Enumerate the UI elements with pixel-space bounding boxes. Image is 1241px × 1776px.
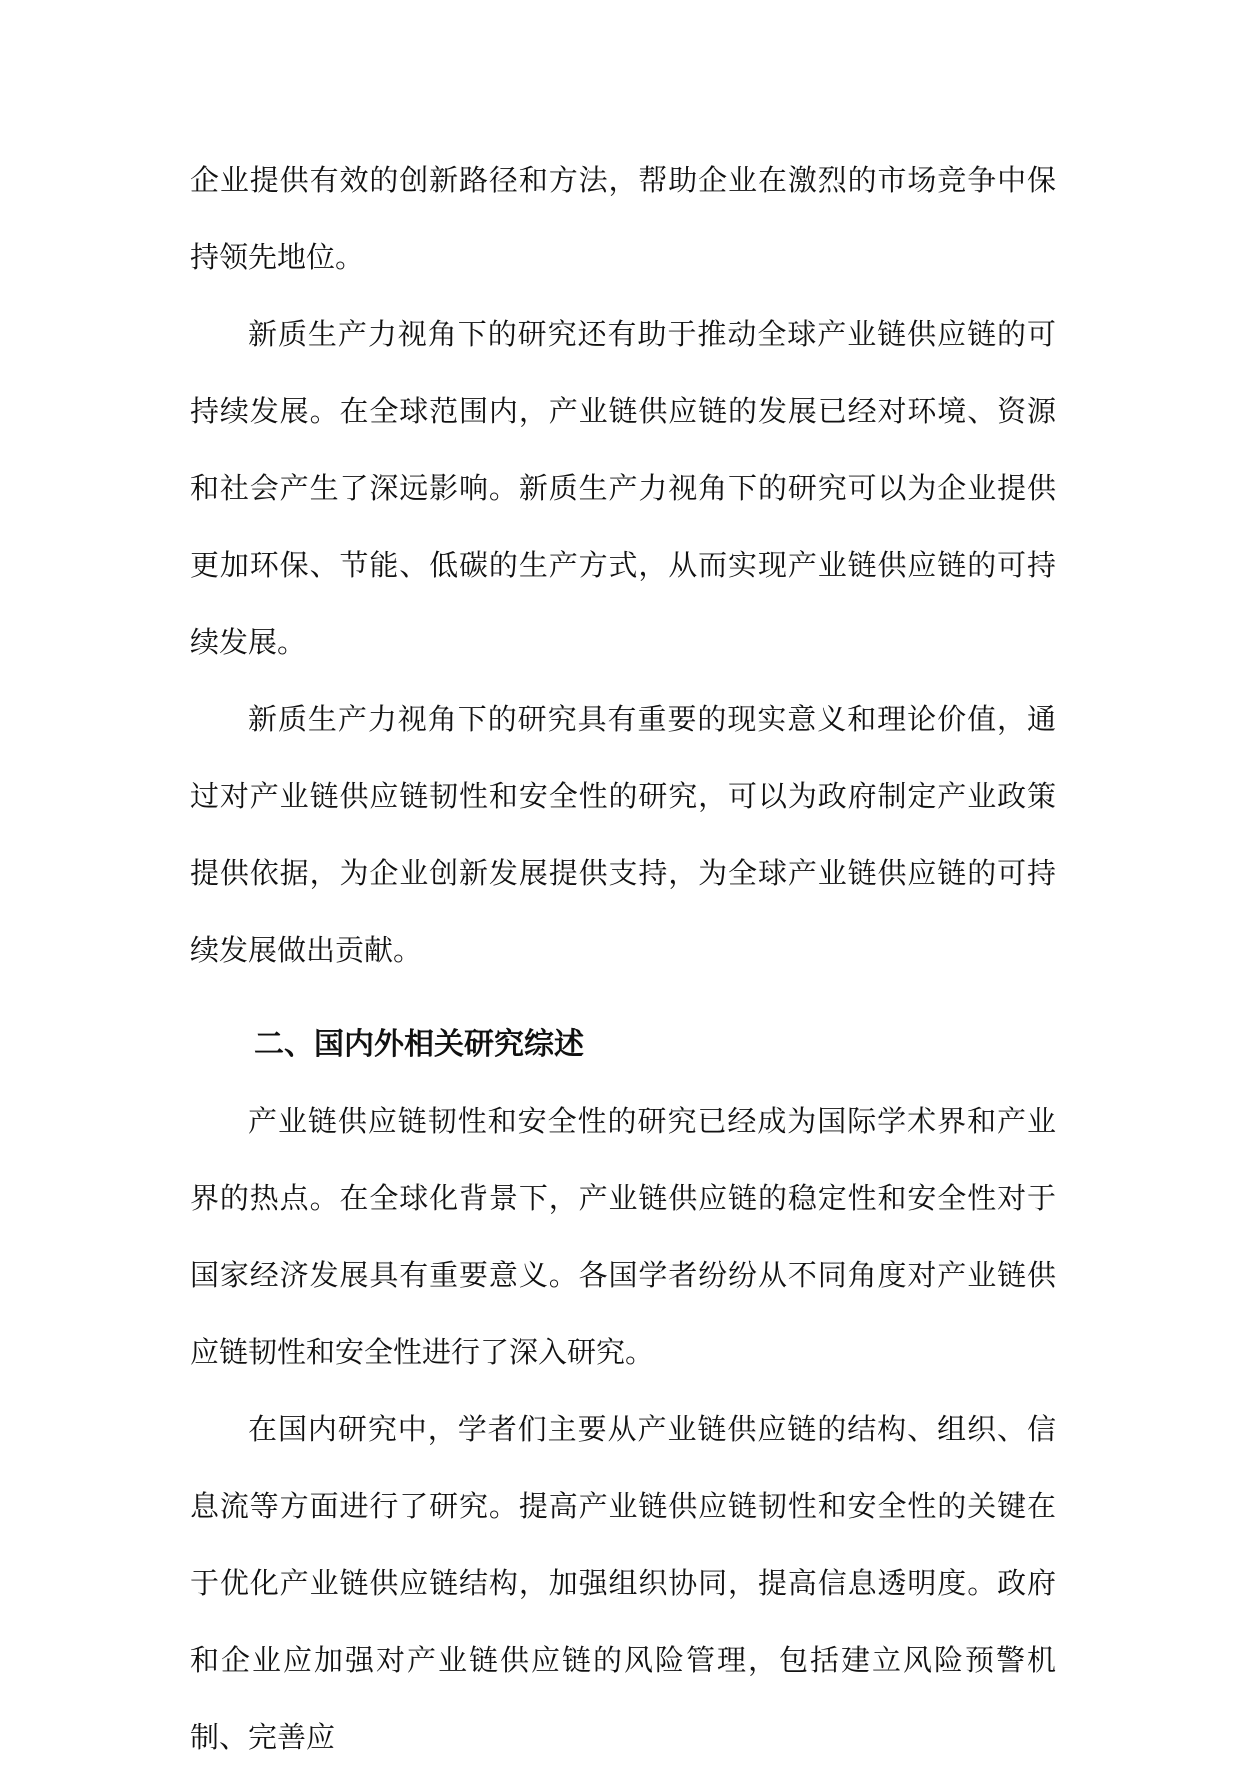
document-body	[190, 142, 1056, 1776]
section-heading: 二、国内外相关研究综述	[254, 1027, 584, 1062]
paragraph-domestic-research: 在国内研究中，学者们主要从产业链供应链的结构、组织、信息流等方面进行了研究。提高产业链供应链韧性和安全性的关键在于优化产业链供应链结构，加强组织协同，提高信息透明度。政府和企业应加强对产业链供应链的风险管理，包括建立风险预警机制、完善应	[190, 1412, 1056, 1754]
paragraph-sustainability: 新质生产力视角下的研究还有助于推动全球产业链供应链的可持续发展。在全球范围内，产业链供应链的发展已经对环境、资源和社会产生了深远影响。新质生产力视角下的研究可以为企业提供更加环保、节能、低碳的生产方式，从而实现产业链供应链的可持续发展。	[190, 317, 1056, 659]
paragraph-research-hotspot: 产业链供应链韧性和安全性的研究已经成为国际学术界和产业界的热点。在全球化背景下，产业链供应链的稳定性和安全性对于国家经济发展具有重要意义。各国学者纷纷从不同角度对产业链供应链韧性和安全性进行了深入研究。	[190, 1104, 1056, 1369]
paragraph-continuation: 企业提供有效的创新路径和方法，帮助企业在激烈的市场竞争中保持领先地位。	[190, 163, 1056, 274]
paragraph-significance: 新质生产力视角下的研究具有重要的现实意义和理论价值，通过对产业链供应链韧性和安全性的研究，可以为政府制定产业政策提供依据，为企业创新发展提供支持，为全球产业链供应链的可持续发展做出贡献。	[190, 702, 1056, 967]
